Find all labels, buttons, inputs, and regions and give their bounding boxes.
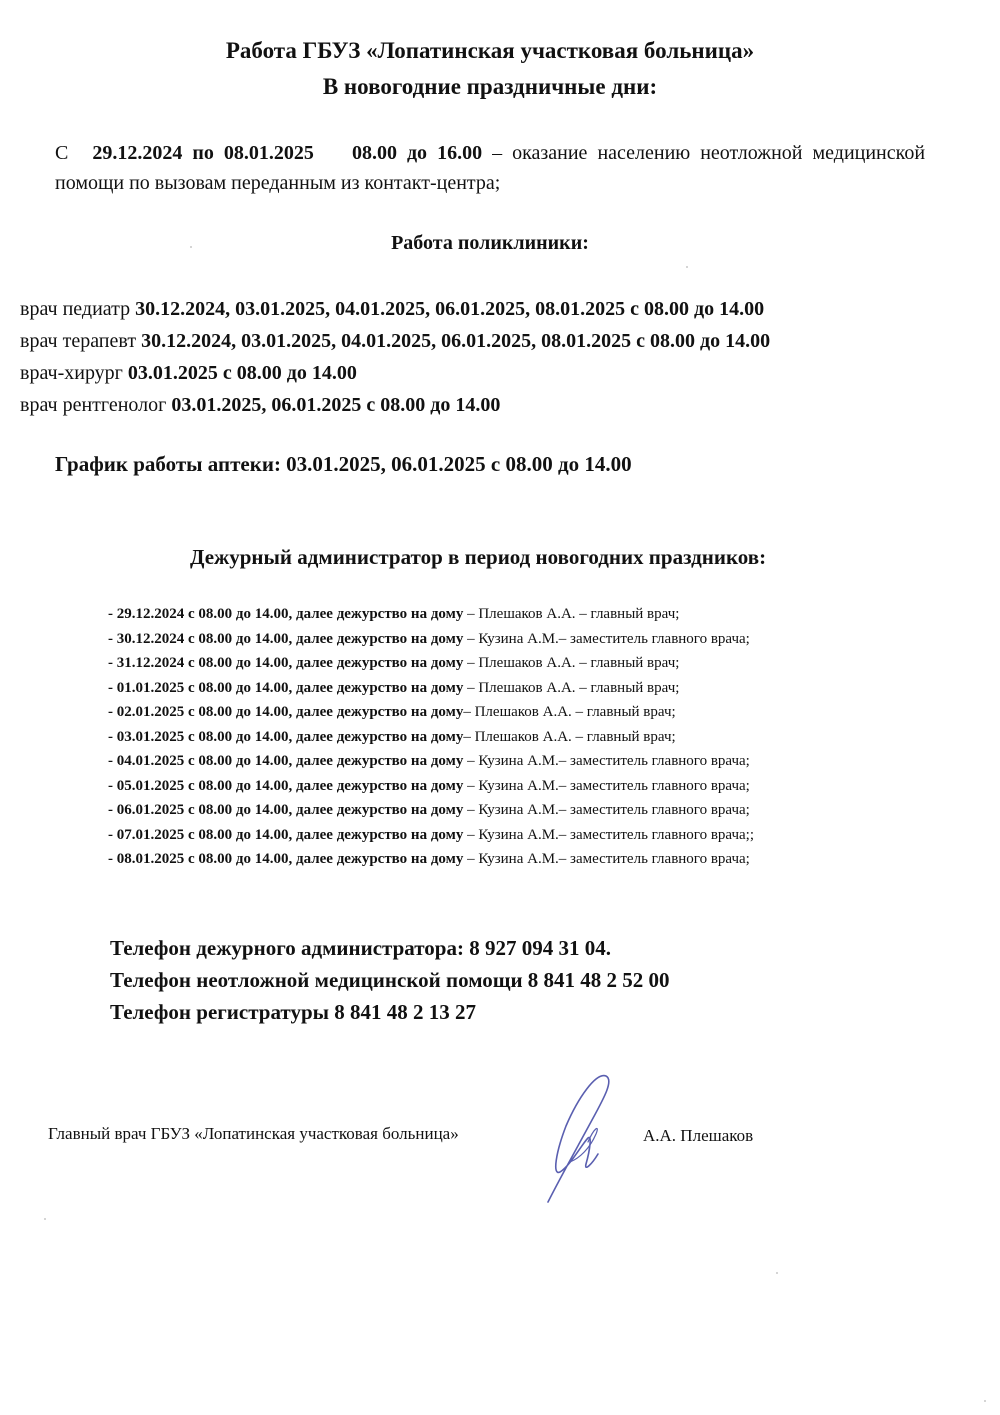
date-to: 08.01.2025 [223, 142, 314, 164]
duty-row [108, 823, 978, 848]
doctor-label: врач терапевт [20, 330, 142, 352]
duty-who: – Кузина А.М.– заместитель главного врача; [463, 851, 750, 867]
duty-who: – Кузина А.М.– заместитель главного врача;; [463, 826, 755, 843]
duty-who: – Плешаков А.А. – главный врач; [463, 606, 680, 622]
duty-who: – Плешаков А.А. – главный врач; [463, 679, 680, 696]
duty-row [108, 725, 978, 750]
duty-admin-phone: Телефон дежурного администратора: 8 927 094 31 04. [110, 936, 611, 960]
duty-admin-list [108, 602, 978, 872]
polyclinic-schedule [20, 293, 980, 421]
duty-who: – Кузина А.М.– заместитель главного врача; [463, 630, 750, 647]
scan-speck [984, 1400, 986, 1402]
duty-who: – Кузина А.М.– заместитель главного врача; [463, 802, 750, 818]
duty-who: – Плешаков А.А. – главный врач; [463, 704, 676, 720]
duty-who: – Плешаков А.А. – главный врач; [463, 655, 680, 671]
doctor-schedule: 30.12.2024, 03.01.2025, 04.01.2025, 06.01.2025, 08.01.2025 с 08.00 до 14.00 [141, 330, 771, 352]
polyclinic-heading: Работа поликлиники: [391, 232, 589, 254]
handwritten-signature [530, 1068, 640, 1208]
duty-when: - 08.01.2025 с 08.00 до 14.00, далее дежурство на дому [108, 851, 464, 867]
date-from: 29.12.2024 [92, 142, 183, 164]
scan-speck [686, 266, 688, 268]
doctor-label: врач-хирург [20, 362, 128, 384]
emergency-care-paragraph [55, 138, 925, 198]
duty-row [108, 651, 978, 676]
doctor-schedule: 03.01.2025 с 08.00 до 14.00 [127, 362, 357, 384]
duty-when: - 31.12.2024 с 08.00 до 14.00, далее дежурство на дому [108, 655, 464, 671]
polyclinic-row [20, 293, 980, 325]
registry-phone: Телефон регистратуры 8 841 48 2 13 27 [110, 1000, 477, 1024]
duty-when: - 02.01.2025 с 08.00 до 14.00, далее дежурство на дому [108, 704, 464, 720]
signer-name: А.А. Плешаков [643, 1126, 754, 1145]
phones-block [110, 932, 670, 1028]
duty-row [108, 700, 978, 725]
duty-row [108, 749, 978, 774]
duty-row [108, 676, 978, 701]
doctor-label: врач педиатр [20, 298, 136, 320]
emergency-phone: Телефон неотложной медицинской помощи 8 841 48 2 52 00 [110, 968, 670, 992]
polyclinic-row [20, 357, 980, 389]
polyclinic-row [20, 389, 980, 421]
doctor-schedule: 03.01.2025, 06.01.2025 с 08.00 до 14.00 [171, 394, 501, 416]
duty-when: - 29.12.2024 с 08.00 до 14.00, далее дежурство на дому [108, 606, 464, 622]
doctor-label: врач рентгенолог [20, 394, 172, 416]
scan-speck [776, 1272, 778, 1274]
duty-when: - 07.01.2025 с 08.00 до 14.00, далее дежурство на дому [108, 826, 464, 843]
duty-row [108, 627, 978, 652]
signature-stroke [548, 1076, 609, 1202]
duty-when: - 04.01.2025 с 08.00 до 14.00, далее дежурство на дому [108, 753, 464, 769]
duty-row [108, 774, 978, 799]
emergency-description: – оказание населению неотложной медицинской помощи по вызовам переданным из контакт-центра; [55, 142, 926, 194]
signer-position: Главный врач ГБУЗ «Лопатинская участковая больница» [48, 1124, 459, 1143]
scan-speck [190, 246, 192, 248]
duty-admin-heading: Дежурный администратор в период новогодних праздников: [190, 545, 767, 569]
doctor-schedule: 30.12.2024, 03.01.2025, 04.01.2025, 06.01.2025, 08.01.2025 с 08.00 до 14.00 [135, 298, 765, 320]
duty-when: - 06.01.2025 с 08.00 до 14.00, далее дежурство на дому [108, 802, 464, 818]
duty-who: – Кузина А.М.– заместитель главного врача; [463, 753, 750, 769]
duty-when: - 30.12.2024 с 08.00 до 14.00, далее дежурство на дому [108, 630, 464, 647]
duty-when: - 05.01.2025 с 08.00 до 14.00, далее дежурство на дому [108, 777, 464, 794]
from-word: С [55, 142, 69, 164]
emergency-hours: 08.00 до 16.00 [351, 142, 483, 164]
scan-speck [44, 1218, 46, 1220]
duty-row [108, 602, 978, 627]
duty-who: – Плешаков А.А. – главный врач; [463, 728, 676, 745]
duty-row [108, 847, 978, 872]
duty-when: - 01.01.2025 с 08.00 до 14.00, далее дежурство на дому [108, 679, 464, 696]
to-word: по [192, 142, 214, 164]
document-title: Работа ГБУЗ «Лопатинская участковая больница» [225, 38, 755, 63]
duty-who: – Кузина А.М.– заместитель главного врача; [463, 777, 750, 794]
duty-row [108, 798, 978, 823]
pharmacy-schedule: График работы аптеки: 03.01.2025, 06.01.2025 с 08.00 до 14.00 [55, 452, 632, 476]
document-subtitle: В новогодние праздничные дни: [322, 74, 658, 99]
polyclinic-row [20, 325, 980, 357]
duty-when: - 03.01.2025 с 08.00 до 14.00, далее дежурство на дому [108, 728, 464, 745]
